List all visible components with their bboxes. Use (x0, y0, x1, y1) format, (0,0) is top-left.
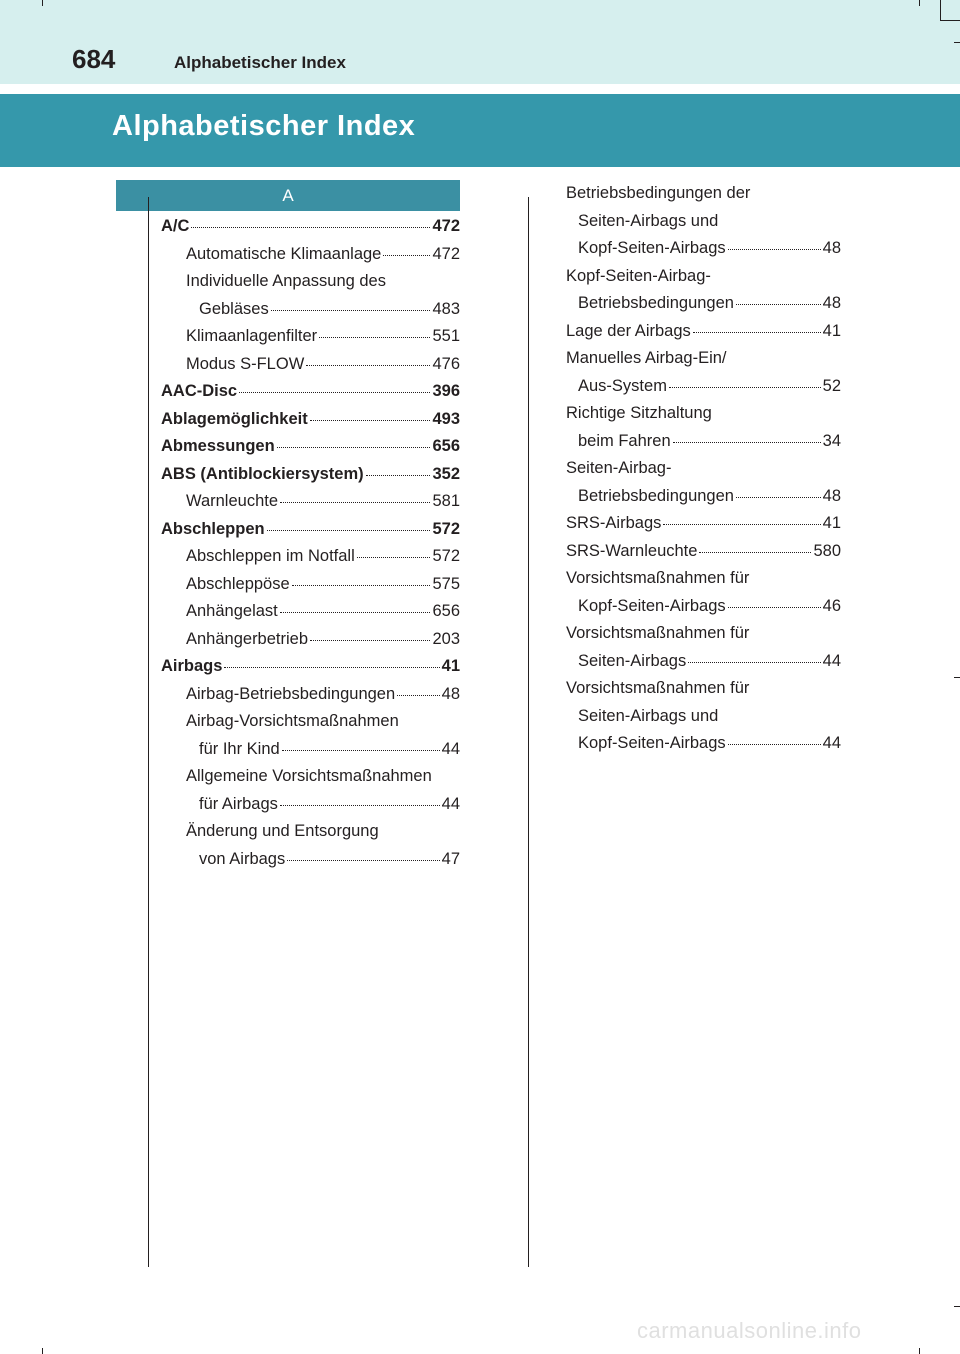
index-entry-label: Aus-System (578, 376, 667, 395)
index-entry-page: 47 (441, 849, 460, 868)
index-entry (161, 217, 460, 245)
index-entry-page: 581 (432, 492, 460, 510)
index-entry (566, 597, 841, 625)
index-entry (161, 355, 460, 383)
index-entry-label: für Ihr Kind (199, 739, 280, 758)
dot-leader (663, 524, 820, 525)
dot-leader (292, 585, 431, 586)
right-column-rule (528, 197, 529, 1267)
section-letter: A (282, 186, 294, 205)
index-entry-page: 44 (441, 794, 460, 813)
page-title: Alphabetischer Index (112, 110, 416, 142)
index-entry-label: Allgemeine Vorsichtsmaßnahmen (186, 767, 432, 785)
dot-leader (310, 640, 430, 641)
index-entry-label: Betriebsbedingungen (578, 294, 734, 312)
watermark: carmanualsonline.info (637, 1318, 862, 1343)
index-column-right (566, 184, 841, 762)
index-entry (566, 294, 841, 322)
index-entry-label: Abschleppen im Notfall (186, 547, 355, 565)
index-entry-label: Vorsichtsmaßnahmen für (566, 624, 750, 642)
dot-leader (366, 475, 431, 476)
index-entry-page: 580 (813, 541, 841, 560)
crop-mark (954, 1306, 960, 1307)
index-entry-label: von Airbags (199, 849, 286, 868)
index-entry-page: 476 (432, 354, 460, 373)
index-entry (161, 520, 460, 548)
dot-leader (224, 667, 439, 668)
index-entry (566, 212, 841, 240)
index-entry (161, 630, 460, 658)
dot-leader (287, 860, 439, 861)
index-entry-label: Kopf-Seiten-Airbags (578, 239, 726, 257)
index-entry-page: 572 (432, 547, 460, 565)
dot-leader (280, 502, 430, 503)
index-entry-label: Seiten-Airbags und (578, 706, 719, 725)
index-entry (566, 734, 841, 762)
index-entry-page: 52 (822, 376, 841, 395)
index-entry-page: 44 (441, 739, 460, 758)
index-entry-label: Lage der Airbags (566, 321, 691, 340)
dot-leader (728, 607, 821, 608)
index-entry-label: Abmessungen (161, 437, 275, 455)
dot-leader (728, 744, 821, 745)
index-entry (161, 492, 460, 520)
index-entry-label: Modus S-FLOW (186, 354, 305, 373)
index-entry-label: Ablagemöglichkeit (161, 409, 308, 428)
index-entry (566, 624, 841, 652)
index-entry-page: 44 (822, 734, 841, 752)
crop-mark (940, 0, 941, 20)
index-entry (566, 679, 841, 707)
dot-leader (282, 750, 440, 751)
index-entry-page: 48 (822, 239, 841, 257)
dot-leader (673, 442, 821, 443)
index-entry (161, 575, 460, 603)
index-entry-label: Kopf-Seiten-Airbags (578, 734, 726, 752)
index-entry (161, 795, 460, 823)
index-entry (566, 322, 841, 350)
dot-leader (357, 557, 431, 558)
index-entry (566, 652, 841, 680)
index-entry-page: 656 (432, 437, 460, 455)
index-entry-label: Seiten-Airbags (578, 651, 687, 670)
index-entry (161, 410, 460, 438)
index-entry (161, 657, 460, 685)
index-entry-label: Manuelles Airbag-Ein/ (566, 349, 727, 367)
index-entry (566, 707, 841, 735)
index-column-left (161, 217, 460, 877)
index-entry-label: SRS-Warnleuchte (566, 541, 698, 560)
dot-leader (383, 255, 430, 256)
index-entry-label: A/C (161, 217, 190, 235)
left-column-rule (148, 197, 149, 1267)
index-entry (566, 514, 841, 542)
index-entry-label: ABS (Antiblockiersystem) (161, 464, 364, 483)
index-entry (161, 327, 460, 355)
dot-leader (267, 530, 431, 531)
index-entry-page: 396 (432, 382, 460, 400)
index-entry-page: 46 (822, 596, 841, 615)
crop-mark (919, 0, 920, 6)
header-bar (0, 0, 960, 84)
page-number: 684 (72, 44, 116, 74)
index-entry (566, 404, 841, 432)
index-entry-label: SRS-Airbags (566, 514, 662, 532)
index-entry-page: 472 (432, 217, 460, 235)
dot-leader (319, 337, 430, 338)
index-entry (566, 184, 841, 212)
dot-leader (736, 497, 821, 498)
index-entry-label: Seiten-Airbags und (578, 211, 719, 230)
index-entry (566, 239, 841, 267)
index-entry-page: 41 (441, 657, 460, 675)
dot-leader (688, 662, 820, 663)
index-entry-label: Warnleuchte (186, 492, 279, 510)
crop-mark (954, 42, 960, 43)
dot-leader (280, 612, 431, 613)
index-entry-page: 575 (432, 574, 460, 593)
dot-leader (693, 332, 821, 333)
index-entry-label: Automatische Klimaanlage (186, 244, 382, 263)
index-entry (566, 542, 841, 570)
crop-mark (42, 0, 43, 6)
crop-mark (919, 1348, 920, 1354)
index-entry-label: Änderung und Entsorgung (186, 822, 379, 840)
index-entry (566, 459, 841, 487)
dot-leader (736, 304, 821, 305)
index-entry (161, 822, 460, 850)
index-entry-page: 352 (432, 464, 460, 483)
index-entry-page: 48 (822, 294, 841, 312)
crop-mark (42, 1348, 43, 1354)
index-entry (161, 740, 460, 768)
index-entry-label: Airbag-Vorsichtsmaßnahmen (186, 712, 399, 730)
index-entry-label: Individuelle Anpassung des (186, 272, 386, 290)
index-entry-label: Kopf-Seiten-Airbag- (566, 266, 711, 285)
index-entry-page: 41 (822, 514, 841, 532)
index-entry-label: Richtige Sitzhaltung (566, 404, 712, 422)
index-entry (161, 685, 460, 713)
index-entry (161, 850, 460, 878)
dot-leader (728, 249, 821, 250)
index-entry-label: Anhängelast (186, 602, 278, 620)
index-entry-label: Betriebsbedingungen der (566, 184, 751, 202)
index-entry (566, 349, 841, 377)
index-entry-page: 41 (822, 321, 841, 340)
index-entry (161, 382, 460, 410)
index-entry-page: 551 (432, 327, 460, 345)
index-entry-page: 44 (822, 651, 841, 670)
crop-mark (954, 677, 960, 678)
dot-leader (310, 420, 431, 421)
index-entry-page: 48 (822, 486, 841, 505)
dot-leader (306, 365, 430, 366)
dot-leader (280, 805, 440, 806)
crop-mark (940, 20, 960, 21)
index-entry (566, 487, 841, 515)
index-entry-page: 34 (822, 431, 841, 450)
index-entry-page: 472 (432, 244, 460, 263)
dot-leader (191, 227, 430, 228)
index-entry (566, 432, 841, 460)
index-entry (161, 437, 460, 465)
index-entry (161, 465, 460, 493)
index-entry (161, 245, 460, 273)
index-entry-label: Betriebsbedingungen (578, 486, 734, 505)
index-entry-label: AAC-Disc (161, 382, 238, 400)
dot-leader (397, 695, 439, 696)
index-entry (566, 569, 841, 597)
index-entry-page: 493 (432, 409, 460, 428)
index-entry-label: Abschleppöse (186, 574, 290, 593)
index-entry-label: Seiten-Airbag- (566, 459, 672, 477)
dot-leader (271, 310, 431, 311)
index-entry-label: für Airbags (199, 794, 278, 813)
index-entry-label: Anhängerbetrieb (186, 629, 309, 648)
index-entry (161, 602, 460, 630)
index-entry-label: beim Fahren (578, 431, 671, 450)
index-entry (566, 377, 841, 405)
dot-leader (277, 447, 431, 448)
index-entry-label: Kopf-Seiten-Airbags (578, 596, 726, 615)
index-entry (566, 267, 841, 295)
index-entry (161, 300, 460, 328)
index-entry-page: 656 (432, 602, 460, 620)
index-entry-page: 483 (432, 299, 460, 318)
dot-leader (239, 392, 430, 393)
index-entry-page: 572 (432, 519, 460, 538)
index-entry-label: Abschleppen (161, 519, 265, 538)
running-title: Alphabetischer Index (174, 53, 346, 72)
dot-leader (699, 552, 811, 553)
dot-leader (669, 387, 821, 388)
index-entry-label: Gebläses (199, 299, 269, 318)
index-entry (161, 547, 460, 575)
index-entry-label: Vorsichtsmaßnahmen für (566, 569, 750, 587)
index-entry-label: Airbags (161, 657, 223, 675)
index-entry (161, 767, 460, 795)
index-entry-label: Vorsichtsmaßnahmen für (566, 679, 750, 697)
index-entry (161, 712, 460, 740)
index-entry (161, 272, 460, 300)
index-entry-label: Klimaanlagenfilter (186, 327, 318, 345)
index-entry-page: 48 (441, 684, 460, 703)
index-entry-label: Airbag-Betriebsbedingungen (186, 684, 396, 703)
index-entry-page: 203 (432, 629, 460, 648)
